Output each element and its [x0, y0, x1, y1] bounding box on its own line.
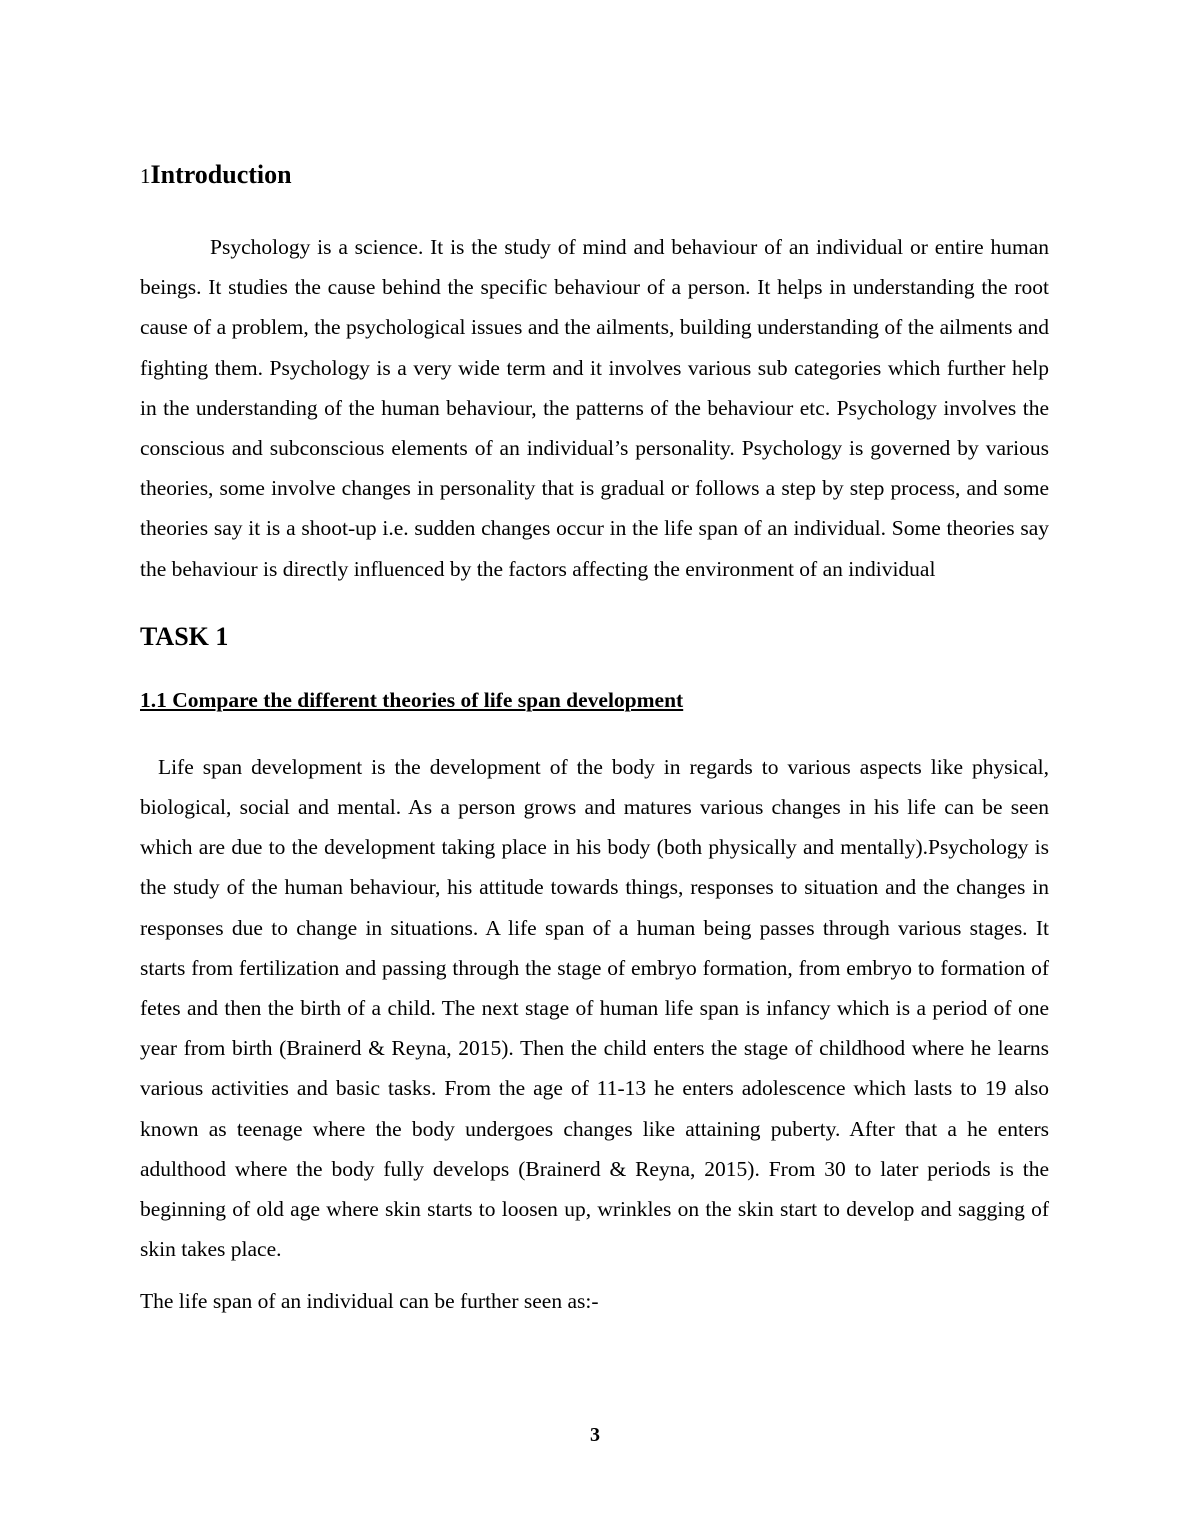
page-number: 3 [590, 1424, 600, 1446]
section-subheading: 1.1 Compare the different theories of life span development [140, 687, 684, 712]
introduction-heading [140, 160, 1049, 200]
heading-number: 1 [140, 164, 151, 188]
heading-title: Introduction [150, 160, 292, 189]
task-heading: TASK 1 [140, 621, 229, 651]
page-content [140, 160, 1055, 1321]
introduction-paragraph: Psychology is a science. It is the study of mind and behaviour of an individual or entire human beings. It studies the cause behind the specific behaviour of a person. It helps in understanding the root cause of a problem, the psychological issues and the ailments, building understanding of the ailments and fighting them. Psychology is a very wide term and it involves various sub categories which further help in the understanding of the human behaviour, the patterns of the behaviour etc. Psychology involves the conscious and subconscious elements of an individual’s personality. Psychology is governed by various theories, some involve changes in personality that is gradual or follows a step by step process, and some theories say it is a shoot-up i.e. sudden changes occur in the life span of an individual. Some theories say the behaviour is directly influenced by the factors affecting the environment of an individual [140, 235, 1049, 581]
lifespan-paragraph: Life span development is the development of the body in regards to various aspects like physical, biological, social and mental. As a person grows and matures various changes in his life can be seen which are due to the development taking place in his body (both physically and mentally).Psychology is the study of the human behaviour, his attitude towards things, responses to situation and the changes in responses due to change in situations. A life span of a human being passes through various stages. It starts from fertilization and passing through the stage of embryo formation, from embryo to formation of fetes and then the birth of a child. The next stage of human life span is infancy which is a period of one year from birth (Brainerd & Reyna, 2015). Then the child enters the stage of childhood where he learns various activities and basic tasks. From the age of 11-13 he enters adolescence which lasts to 19 also known as teenage where the body undergoes changes like attaining puberty. After that a he enters adulthood where the body fully develops (Brainerd & Reyna, 2015). From 30 to later periods is the beginning of old age where skin starts to loosen up, wrinkles on the skin start to develop and sagging of skin takes place. [140, 754, 1055, 1262]
closing-line: The life span of an individual can be further seen as:- [140, 1289, 599, 1314]
